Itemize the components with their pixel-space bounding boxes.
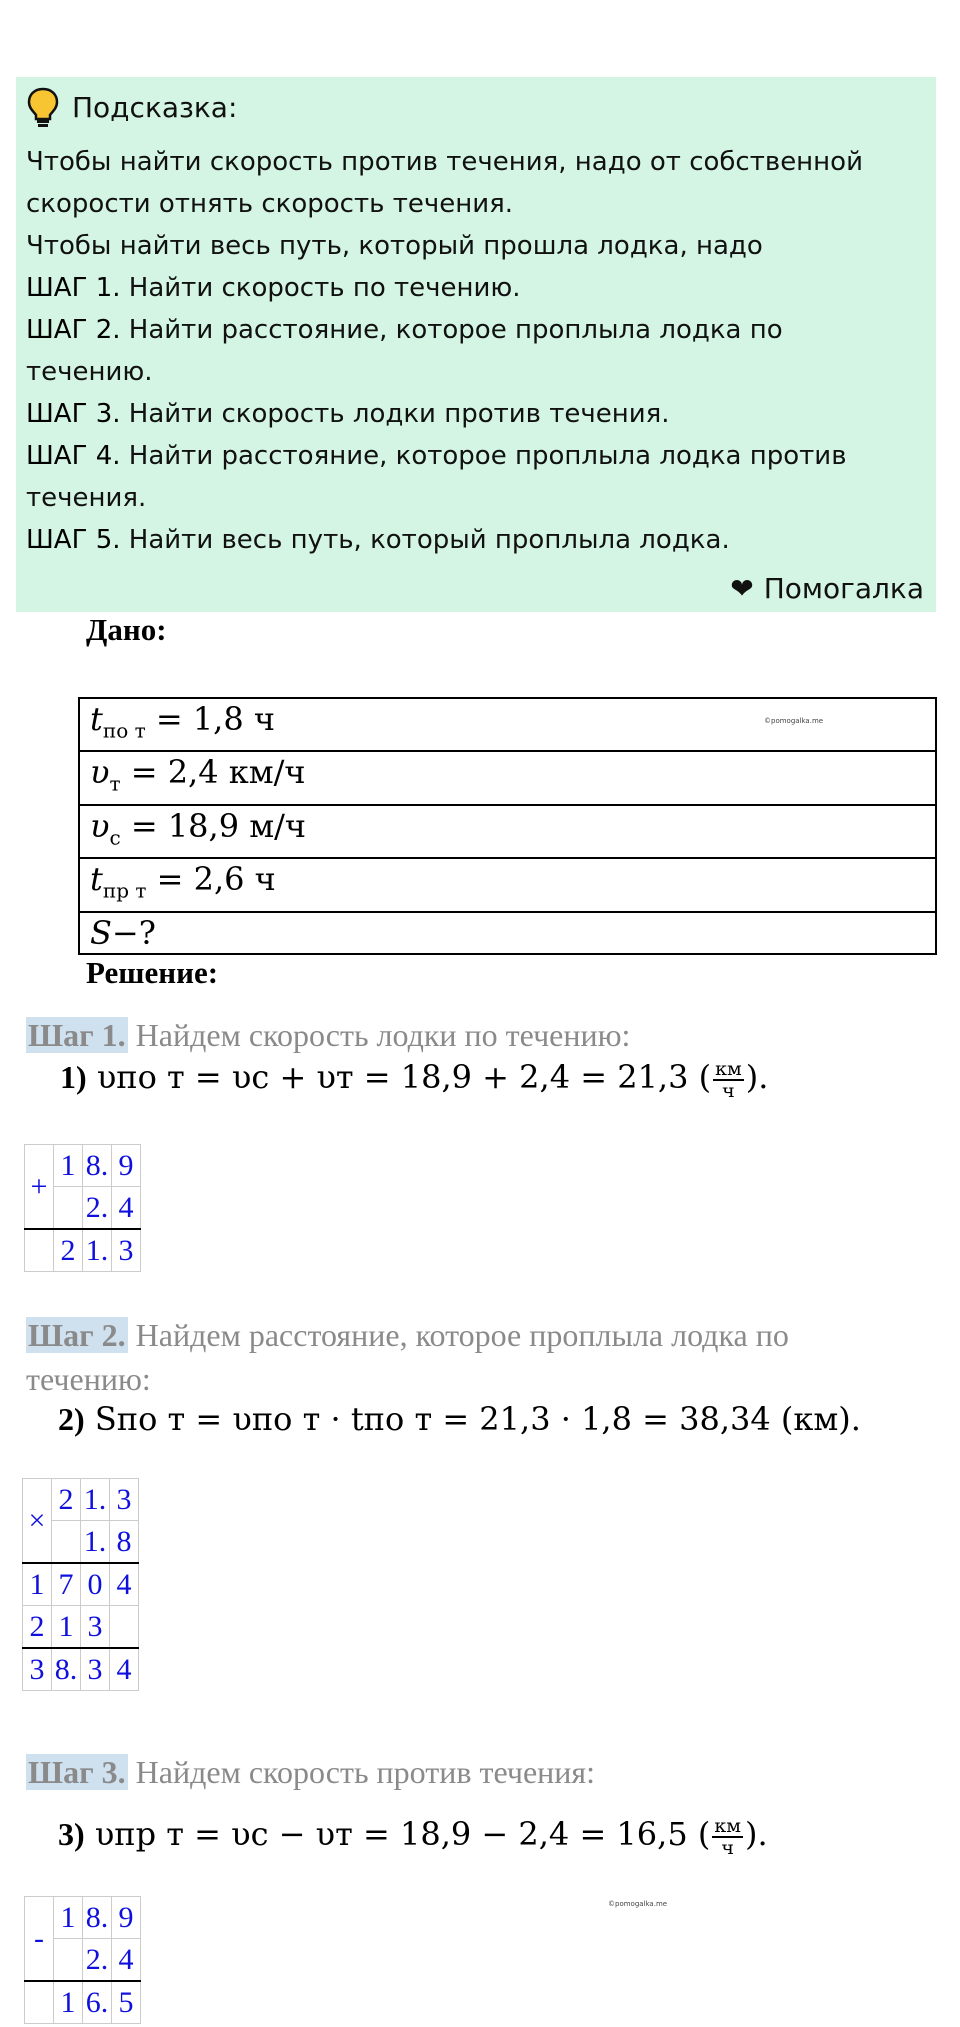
digit-cell: 4 (110, 1563, 139, 1606)
digit-cell: 5 (112, 1981, 141, 2024)
hint-header (26, 85, 926, 131)
digit-cell: 4 (112, 1187, 141, 1230)
digit-cell: 8. (83, 1897, 112, 1939)
digit-cell: 3 (23, 1648, 52, 1691)
digit-cell: 1 (23, 1563, 52, 1606)
hint-line-text: Чтобы найти скорость против течения, надо от собственной (26, 147, 863, 177)
digit-cell: 1 (54, 1981, 83, 2024)
step3-expression: υпр т = υс − υт = 18,9 − 2,4 = 16,5 (94, 1815, 688, 1853)
digit-cell: 8 (110, 1521, 139, 1564)
digit-cell: 3 (110, 1479, 139, 1521)
digit-cell: 1 (54, 1897, 83, 1939)
hint-line-text: Найти скорость по течению. (120, 273, 521, 303)
digit-cell (54, 1187, 83, 1230)
step1-text: Найдем скорость лодки по течению: (127, 1017, 631, 1053)
hint-line (26, 141, 926, 183)
digit-cell: 1. (81, 1521, 110, 1564)
given-variable: υ (90, 806, 110, 845)
step1-num: 1) (60, 1059, 87, 1095)
given-subscript: с (109, 825, 121, 850)
given-value: = 18,9 м/ч (120, 806, 307, 845)
hint-line-text: Найти весь путь, который проплыла лодка. (120, 525, 730, 555)
step1-formula: 1) υпо т = υс + υт = 18,9 + 2,4 = 21,3 ( $\frac{км}{ч}$ ). (60, 1057, 769, 1102)
given-variable: t (90, 860, 103, 899)
plus-sign: + (25, 1145, 54, 1230)
step2-title (26, 1313, 789, 1357)
given-cell (79, 912, 936, 954)
digit-cell: 4 (110, 1648, 139, 1691)
step2-num: 2) (58, 1401, 85, 1437)
step2-label: Шаг 2. (28, 1317, 126, 1353)
hint-line-text: Найти расстояние, которое проплыла лодка по (120, 315, 783, 345)
times-sign: × (23, 1479, 52, 1564)
brand-name: Помогалка (763, 572, 924, 605)
digit-cell: 2 (54, 1229, 83, 1272)
digit-cell: 9 (112, 1145, 141, 1187)
digit-cell: 1 (52, 1606, 81, 1649)
given-cell (79, 751, 936, 804)
step2-text: Найдем расстояние, которое проплыла лодка по (127, 1317, 789, 1353)
addition-grid (24, 1144, 141, 1272)
hint-line (26, 309, 926, 351)
digit-cell: 3 (112, 1229, 141, 1272)
hint-line-text: скорости отнять скорость течения. (26, 189, 513, 219)
given-value: = 2,6 ч (146, 860, 276, 899)
given-subscript: т (109, 771, 121, 796)
digit-cell: 3 (81, 1606, 110, 1649)
given-variable: S (90, 913, 112, 952)
hint-line (26, 183, 926, 225)
digit-cell: 2. (83, 1939, 112, 1982)
digit-cell: 2. (83, 1187, 112, 1230)
given-cell (79, 858, 936, 911)
given-subscript: по т (102, 718, 146, 743)
digit-cell: 4 (112, 1939, 141, 1982)
hint-step-tag: ШАГ 3. (26, 399, 121, 429)
hint-line-text: Найти расстояние, которое проплыла лодка против (120, 441, 847, 471)
digit-cell: 1 (54, 1145, 83, 1187)
step3-title (26, 1750, 595, 1794)
digit-cell (110, 1606, 139, 1649)
given-row (79, 805, 936, 858)
hint-line (26, 393, 926, 435)
given-cell (79, 805, 936, 858)
step3-formula: 3) υпр т = υс − υт = 18,9 − 2,4 = 16,5 ( $\frac{км}{ч}$ ). (58, 1814, 768, 1859)
hint-line-text: течению. (26, 357, 153, 387)
multiplication-grid (22, 1478, 139, 1691)
hint-line (26, 519, 926, 561)
given-table (78, 697, 937, 955)
given-variable: t (90, 700, 103, 738)
step3-label: Шаг 3. (28, 1754, 126, 1790)
digit-cell: 0 (81, 1563, 110, 1606)
digit-cell: 1. (83, 1229, 112, 1272)
given-row (79, 912, 936, 954)
step1-expression: υпо т = υс + υт = 18,9 + 2,4 = 21,3 (96, 1058, 689, 1096)
hint-step-tag: ШАГ 4. (26, 441, 121, 471)
brand (730, 568, 924, 610)
given-value: = 1,8 ч (145, 700, 276, 738)
minus-sign: - (25, 1897, 54, 1982)
given-heading: Дано: (86, 612, 167, 647)
hint-step-tag: ШАГ 5. (26, 525, 121, 555)
hint-line (26, 267, 926, 309)
digit-cell: 6. (83, 1981, 112, 2024)
hint-line (26, 225, 926, 267)
hint-line-text: Чтобы найти весь путь, который прошла лодка, надо (26, 231, 763, 261)
watermark: ©pomogalka.me (764, 717, 824, 725)
digit-cell: 8. (52, 1648, 81, 1691)
digit-cell: 7 (52, 1563, 81, 1606)
digit-cell: 1. (81, 1479, 110, 1521)
step3-text: Найдем скорость против течения: (127, 1754, 596, 1790)
subtraction-grid (24, 1896, 141, 2024)
digit-cell: 2 (52, 1479, 81, 1521)
step1-title (26, 1013, 630, 1057)
hint-step-tag: ШАГ 2. (26, 315, 121, 345)
hint-text (26, 141, 926, 561)
given-value: = 2,4 км/ч (120, 753, 306, 792)
step1-label: Шаг 1. (28, 1017, 126, 1053)
hint-title: Подсказка: (72, 91, 238, 124)
unit-fraction: $\frac{км}{ч}$ (715, 1057, 742, 1102)
watermark: ©pomogalka.me (608, 1900, 668, 1908)
solution-heading: Решение: (86, 955, 219, 990)
digit-cell (54, 1939, 83, 1982)
digit-cell: 3 (81, 1648, 110, 1691)
given-value: −? (111, 913, 156, 952)
hint-step-tag: ШАГ 1. (26, 273, 121, 303)
step3-num: 3) (58, 1816, 85, 1852)
hint-line-text: течения. (26, 483, 147, 513)
given-row (79, 858, 936, 911)
given-subscript: пр т (102, 878, 147, 903)
step2-formula (58, 1400, 861, 1438)
hint-line (26, 351, 926, 393)
heart-icon: ❤ (730, 572, 754, 605)
given-variable: υ (90, 753, 110, 792)
hint-box (16, 77, 936, 612)
hint-line (26, 477, 926, 519)
digit-cell: 2 (23, 1606, 52, 1649)
hint-line (26, 435, 926, 477)
step2-title-cont: течению: (26, 1361, 151, 1397)
hint-line-text: Найти скорость лодки против течения. (120, 399, 670, 429)
step2-expression: Sпо т = υпо т · tпо т = 21,3 · 1,8 = 38,34 (км). (94, 1400, 861, 1438)
digit-cell: 8. (83, 1145, 112, 1187)
unit-fraction: $\frac{км}{ч}$ (714, 1814, 741, 1859)
digit-cell: 9 (112, 1897, 141, 1939)
lightbulb-icon (26, 87, 60, 129)
digit-cell (52, 1521, 81, 1564)
given-row (79, 751, 936, 804)
